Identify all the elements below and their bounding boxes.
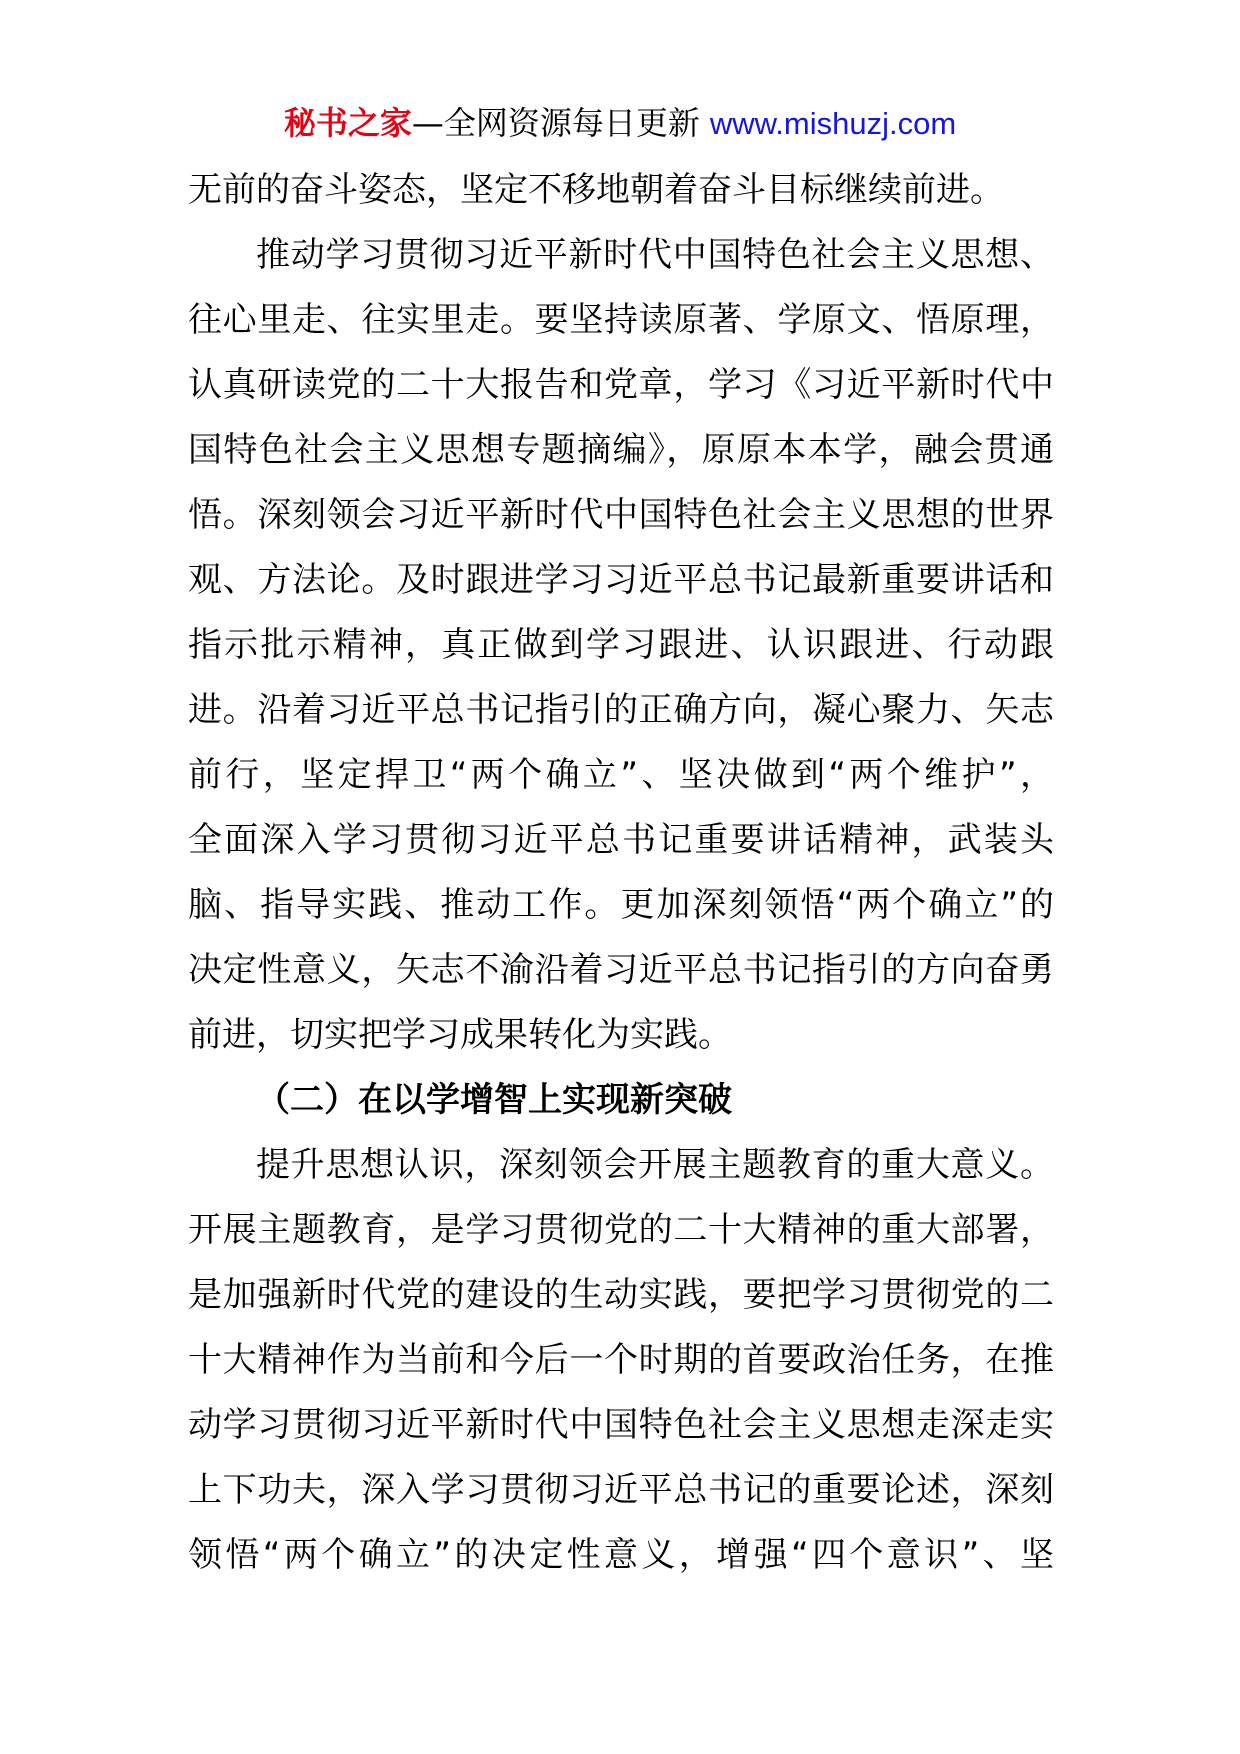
text-line: 往心里走、往实里走。要坚持读原著、学原文、悟原理， — [188, 300, 1054, 340]
text-line: 全面深入学习贯彻习近平总书记重要讲话精神，武装头 — [188, 820, 1054, 860]
paragraph-start-line: 推动学习贯彻习近平新时代中国特色社会主义思想、 — [256, 235, 1054, 275]
section-heading: （二）在以学增智上实现新突破 — [256, 1080, 732, 1120]
text-line: 认真研读党的二十大报告和党章，学习《习近平新时代中 — [188, 365, 1054, 405]
text-line: 悟。深刻领会习近平新时代中国特色社会主义思想的世界 — [188, 495, 1054, 535]
text-line: 无前的奋斗姿态，坚定不移地朝着奋斗目标继续前进。 — [188, 170, 1004, 210]
paragraph-start-line: 提升思想认识，深刻领会开展主题教育的重大意义。 — [256, 1145, 1054, 1185]
page-header — [0, 102, 1240, 145]
text-line: 十大精神作为当前和今后一个时期的首要政治任务，在推 — [188, 1340, 1054, 1380]
text-line: 前进，切实把学习成果转化为实践。 — [188, 1015, 732, 1055]
text-line: 动学习贯彻习近平新时代中国特色社会主义思想走深走实 — [188, 1405, 1054, 1445]
text-line: 开展主题教育，是学习贯彻党的二十大精神的重大部署， — [188, 1210, 1054, 1250]
text-line: 指示批示精神，真正做到学习跟进、认识跟进、行动跟 — [188, 625, 1054, 665]
text-line: 观、方法论。及时跟进学习习近平总书记最新重要讲话和 — [188, 560, 1054, 600]
text-line: 决定性意义，矢志不渝沿着习近平总书记指引的方向奋勇 — [188, 950, 1054, 990]
text-line: 进。沿着习近平总书记指引的正确方向，凝心聚力、矢志 — [188, 690, 1054, 730]
brand-name: 秘书之家 — [283, 104, 412, 142]
header-slogan: —全网资源每日更新 — [411, 104, 700, 142]
site-url-link[interactable]: www.mishuzj.com — [709, 106, 957, 141]
text-line: 国特色社会主义思想专题摘编》，原原本本学，融会贯通 — [188, 430, 1054, 470]
text-line: 脑、指导实践、推动工作。更加深刻领悟“两个确立”的 — [188, 885, 1054, 925]
text-line: 前行，坚定捍卫“两个确立”、坚决做到“两个维护”， — [188, 755, 1054, 795]
text-line: 是加强新时代党的建设的生动实践，要把学习贯彻党的二 — [188, 1275, 1054, 1315]
document-body — [188, 158, 1054, 1588]
text-line: 领悟“两个确立”的决定性意义，增强“四个意识”、坚 — [188, 1535, 1054, 1575]
text-line: 上下功夫，深入学习贯彻习近平总书记的重要论述，深刻 — [188, 1470, 1054, 1510]
